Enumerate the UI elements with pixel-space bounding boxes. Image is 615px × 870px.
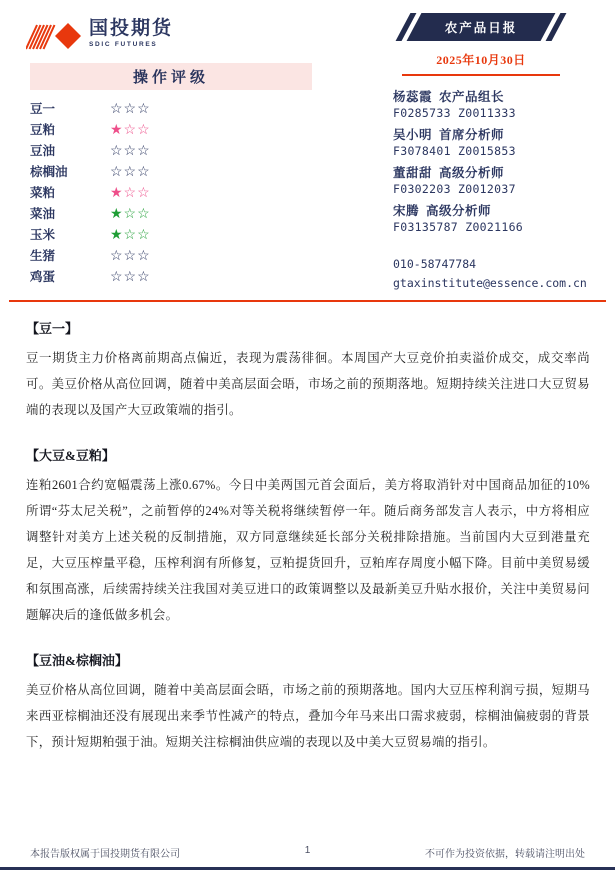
analyst-title: 农产品组长: [439, 90, 505, 104]
rating-stars: ★☆☆: [110, 183, 151, 200]
report-title: 农产品日报: [444, 21, 518, 35]
analyst-name: 杨蕊霞: [393, 90, 433, 104]
contact-phone: 010-58747784: [393, 257, 477, 271]
rating-label: 菜油: [30, 206, 56, 221]
rating-label: 豆一: [30, 101, 56, 116]
analyst-name-line: [393, 125, 603, 144]
logo-mark-icon: [26, 19, 82, 56]
analyst-title: 高级分析师: [439, 166, 505, 180]
section-douyi: [26, 318, 590, 423]
analyst-list: [393, 87, 603, 295]
analyst-name-line: [393, 201, 603, 220]
rating-label: 鸡蛋: [30, 269, 56, 284]
analyst-name-line: [393, 87, 603, 106]
rating-row: [30, 139, 312, 160]
analyst-name: 宋腾: [393, 204, 420, 218]
section-paragraph: 豆一期货主力价格离前期高点偏近，表现为震荡徘徊。本周国产大豆竞价拍卖溢价成交，成交率尚可。美豆价格从高位回调，随着中美高层面会晤，市场之前的预期落地。短期持续关注进口大豆贸易端的表现以及国产大豆政策端的指引。: [26, 351, 590, 417]
report-body: [26, 318, 590, 777]
logo-text: 国投期货: [89, 18, 174, 39]
rating-row: [30, 202, 312, 223]
section-divider: [9, 300, 606, 302]
rating-title: 操作评级: [132, 70, 209, 86]
rating-row: [30, 181, 312, 202]
rating-row: [30, 118, 312, 139]
section-paragraph: 连粕2601合约宽幅震荡上涨0.67%。今日中美两国元首会面后，美方将取消针对中国商品加征的10%所谓“芬太尼关税”，之前暂停的24%对等关税将继续暂停一年。随后商务部发言人表示，中方将相应调整针对美方上述关税的反制措施，双方同意继续延长部分关税排除措施。当前国内大豆到港量充足，大豆压榨量平稳，压榨利润有所修复，豆粕提货回升，豆粕库存周度小幅下降。目前中美贸易缓和氛围高涨，后续需持续关注我国对美豆进口的政策调整以及最新美豆升贴水报价，关注中美贸易问题解决后的逢低做多机会。: [26, 478, 590, 622]
rating-stars: ★☆☆: [110, 225, 151, 242]
rating-stars: ★☆☆: [110, 204, 151, 221]
rating-label: 豆粕: [30, 122, 56, 137]
section-paragraph: 美豆价格从高位回调，随着中美高层面会晤，市场之前的预期落地。国内大豆压榨利润亏损，短期马来西亚棕榈油还没有展现出来季节性减产的特点，叠加今年马来出口需求疲弱，棕榈油偏疲弱的背景下，预计短期粕强于油。短期关注棕榈油供应端的表现以及中美大豆贸易端的指引。: [26, 683, 590, 749]
rating-list: [30, 97, 312, 286]
rating-label: 豆油: [30, 143, 56, 158]
analyst-name: 董甜甜: [393, 166, 433, 180]
analyst-codes: F03135787 Z0021166: [393, 220, 524, 234]
rating-row: [30, 223, 312, 244]
analyst-name: 吴小明: [393, 128, 433, 142]
analyst-title: 首席分析师: [439, 128, 505, 142]
section-heading: 【大豆&豆粕】: [26, 448, 115, 463]
rating-label: 玉米: [30, 227, 56, 242]
analyst-codes: F3078401 Z0015853: [393, 144, 516, 158]
report-title-banner: [402, 13, 560, 41]
analyst-codes: F0302203 Z0012037: [393, 182, 516, 196]
rating-row: [30, 244, 312, 265]
rating-row: [30, 97, 312, 118]
section-heading: 【豆一】: [26, 321, 79, 336]
section-dadou-doupo: [26, 445, 590, 628]
footer-copyright: 本报告版权属于国投期货有限公司: [30, 849, 180, 860]
rating-stars: ☆☆☆: [110, 141, 151, 158]
rating-stars: ☆☆☆: [110, 246, 151, 263]
rating-label: 棕榈油: [30, 164, 68, 179]
section-douyou-zonglvyou: [26, 650, 590, 755]
analyst-codes: F0285733 Z0011333: [393, 106, 516, 120]
rating-stars: ☆☆☆: [110, 267, 151, 284]
rating-stars: ☆☆☆: [110, 162, 151, 179]
rating-label: 生猪: [30, 248, 56, 263]
company-logo: [26, 19, 173, 56]
rating-row: [30, 160, 312, 181]
section-heading: 【豆油&棕榈油】: [26, 653, 128, 668]
analyst-title: 高级分析师: [426, 204, 492, 218]
analyst-name-line: [393, 163, 603, 182]
rating-title-box: [30, 63, 312, 90]
footer-disclaimer: 不可作为投资依据，转载请注明出处: [425, 849, 585, 860]
report-date: 2025年10月30日: [402, 51, 560, 76]
page-number: 1: [304, 845, 311, 856]
contact-email: gtaxinstitute@essence.com.cn: [393, 276, 587, 290]
rating-stars: ☆☆☆: [110, 99, 151, 116]
page-footer: [30, 845, 585, 860]
logo-subtext: SDIC FUTURES: [89, 41, 158, 48]
rating-stars: ★☆☆: [110, 120, 151, 137]
rating-row: [30, 265, 312, 286]
rating-label: 菜粕: [30, 185, 56, 200]
